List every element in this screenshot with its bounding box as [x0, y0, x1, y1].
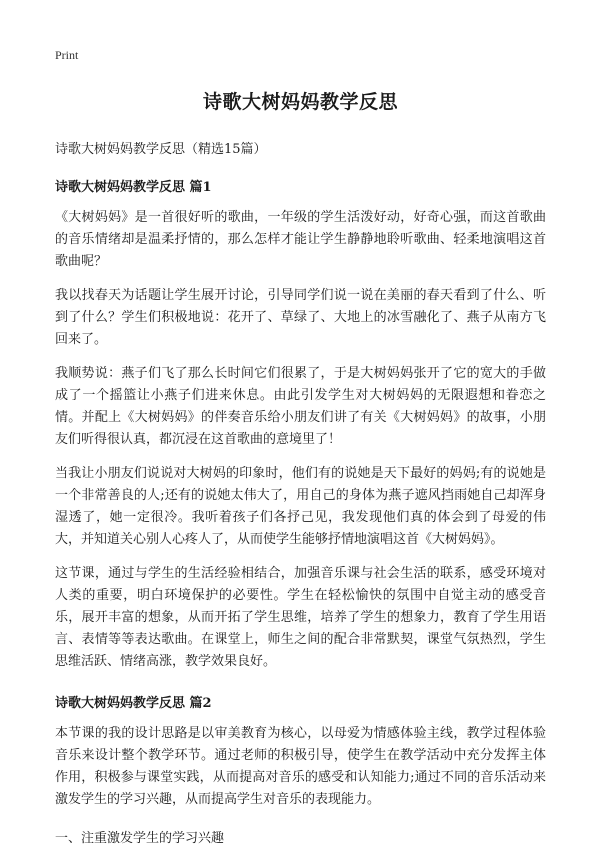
page-title: 诗歌大树妈妈教学反思 [202, 91, 398, 113]
paragraph: 《大树妈妈》是一首很好听的歌曲，一年级的学生活泼好动，好奇心强，而这首歌曲的音乐情绪却是温柔抒情的，那么怎样才能让学生静静地聆听歌曲、轻柔地演唱这首歌曲呢？ [55, 210, 546, 269]
paragraph: 我以找春天为话题让学生展开讨论，引导同学们说一说在美丽的春天看到了什么、听到了什么？学生们积极地说：花开了、草绿了、大地上的冰雪融化了、燕子从南方飞回来了。 [55, 288, 546, 347]
section-heading-1: 诗歌大树妈妈教学反思 篇1 [55, 180, 212, 195]
paragraph: 当我让小朋友们说说对大树妈的印象时，他们有的说她是天下最好的妈妈;有的说她是一个非常善良的人;还有的说她太伟大了，用自己的身体为燕子遮风挡雨她自己却浑身湿透了，她一定很冷。我听着孩子们各抒己见，我发现他们真的体会到了母爱的伟大，并知道关心别人心疼人了，从而使学生能够抒情地演唱这首《大树妈妈》。 [55, 466, 546, 547]
paragraph: 我顺势说：燕子们飞了那么长时间它们很累了，于是大树妈妈张开了它的宽大的手做成了一个摇篮让小燕子们进来休息。由此引发学生对大树妈妈的无限遐想和眷恋之情。并配上《大树妈妈》的伴奏音乐给小朋友们讲了有关《大树妈妈》的故事，小朋友们听得很认真，都沉浸在这首歌曲的意境里了！ [55, 366, 546, 447]
paragraph: 本节课的我的设计思路是以审美教育为核心，以母爱为情感体验主线，教学过程体验音乐来设计整个教学环节。通过老师的积极引导，使学生在教学活动中充分发挥主体作用，积极参与课堂实践，从而提高对音乐的感受和认知能力;通过不同的音乐活动来激发学生的学习兴趣，从而提高学生对音乐的表现能力。 [55, 726, 546, 807]
document-subtitle: 诗歌大树妈妈教学反思（精选15篇） [55, 142, 267, 157]
print-link[interactable]: Print [55, 48, 79, 62]
paragraph: 这节课，通过与学生的生活经验相结合，加强音乐课与社会生活的联系，感受环境对人类的重要，明白环境保护的必要性。学生在轻松愉快的氛围中自觉主动的感受音乐，展开丰富的想象，从而开拓了学生思维，培养了学生的想象力，教育了学生用语言、表情等等表达歌曲。在课堂上，师生之间的配合非常默契，课堂气氛热烈，学生思维活跃、情绪高涨，教学效果良好。 [55, 566, 546, 669]
list-heading: 一、注重激发学生的学习兴趣 [55, 831, 225, 846]
section-heading-2: 诗歌大树妈妈教学反思 篇2 [55, 696, 212, 711]
